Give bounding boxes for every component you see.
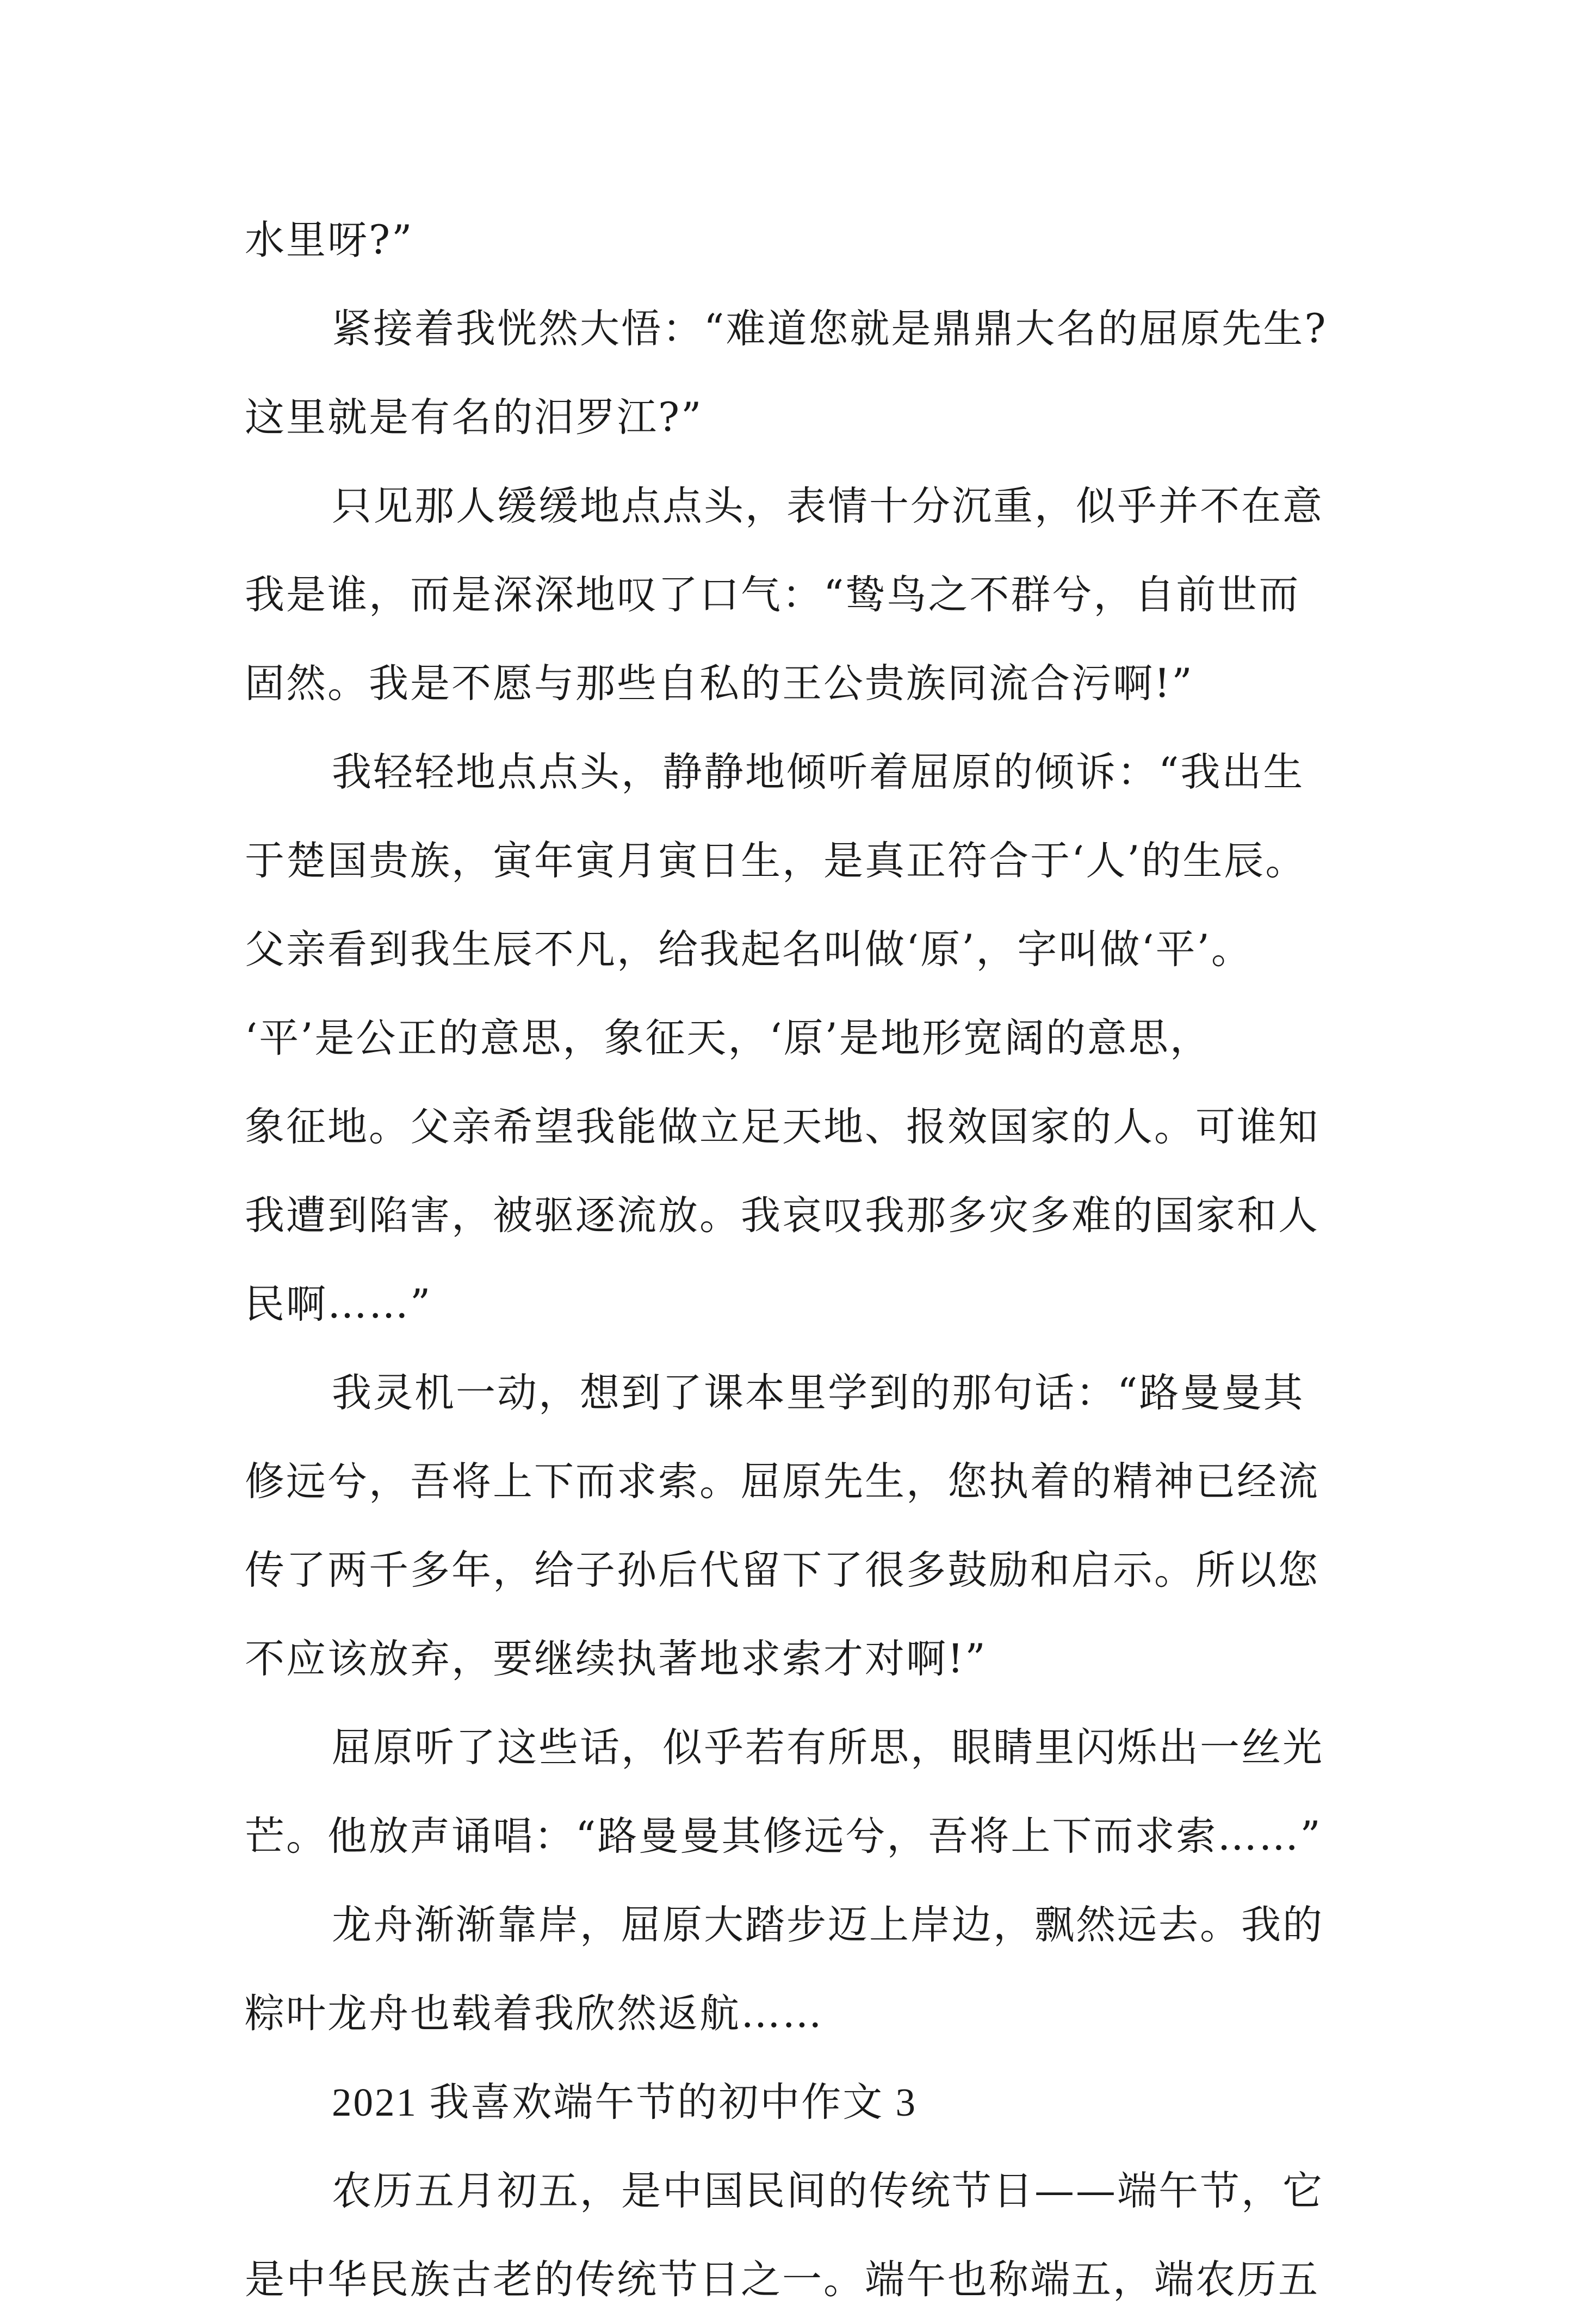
text-line: 于楚国贵族，寅年寅月寅日生，是真正符合于‘人’的生辰。 [245, 838, 1307, 884]
text-line: ‘平’是公正的意思，象征天，‘原’是地形宽阔的意思， [245, 1015, 1211, 1061]
text-line: 不应该放弃，要继续执著地求索才对啊!” [245, 1636, 987, 1682]
text-line: 是中华民族古老的传统节日之一。端午也称端五，端农历五 [245, 2257, 1319, 2303]
text-line: 修远兮，吾将上下而求索。屈原先生，您执着的精神已经流 [245, 1458, 1319, 1505]
section-heading: 2021 我喜欢端午节的初中作文 3 [332, 2080, 917, 2124]
text-line: 龙舟渐渐靠岸，屈原大踏步迈上岸边，飘然远去。我的 [332, 1902, 1324, 1948]
text-line: 粽叶龙舟也载着我欣然返航…… [245, 1991, 823, 2037]
text-line: 屈原听了这些话，似乎若有所思，眼睛里闪烁出一丝光 [332, 1725, 1324, 1771]
text-line: 这里就是有名的汨罗江?” [245, 394, 703, 441]
text-line: 传了两千多年，给子孙后代留下了很多鼓励和启示。所以您 [245, 1547, 1319, 1593]
text-line: 父亲看到我生辰不凡，给我起名叫做‘原’，字叫做‘平’。 [245, 926, 1253, 973]
text-line: 只见那人缓缓地点点头，表情十分沉重，似乎并不在意 [332, 483, 1324, 529]
text-line: 紧接着我恍然大悟：“难道您就是鼎鼎大名的屈原先生? [332, 306, 1328, 352]
text-line: 我轻轻地点点头，静静地倾听着屈原的倾诉：“我出生 [332, 749, 1305, 795]
text-line: 象征地。父亲希望我能做立足天地、报效国家的人。可谁知 [245, 1104, 1319, 1150]
document-body [245, 196, 1333, 2324]
text-line: 民啊……” [245, 1281, 432, 1327]
text-line: 芒。他放声诵唱：“路曼曼其修远兮，吾将上下而求索……” [245, 1813, 1322, 1859]
text-line: 我是谁，而是深深地叹了口气：“鸷鸟之不群兮，自前世而 [245, 572, 1300, 618]
text-line: 我遭到陷害，被驱逐流放。我哀叹我那多灾多难的国家和人 [245, 1192, 1319, 1239]
text-line: 固然。我是不愿与那些自私的王公贵族同流合污啊!” [245, 660, 1194, 707]
text-line: 水里呀?” [245, 217, 414, 263]
text-line: 农历五月初五，是中国民间的传统节日——端午节，它 [332, 2168, 1324, 2214]
text-line: 我灵机一动，想到了课本里学到的那句话：“路曼曼其 [332, 1370, 1305, 1416]
